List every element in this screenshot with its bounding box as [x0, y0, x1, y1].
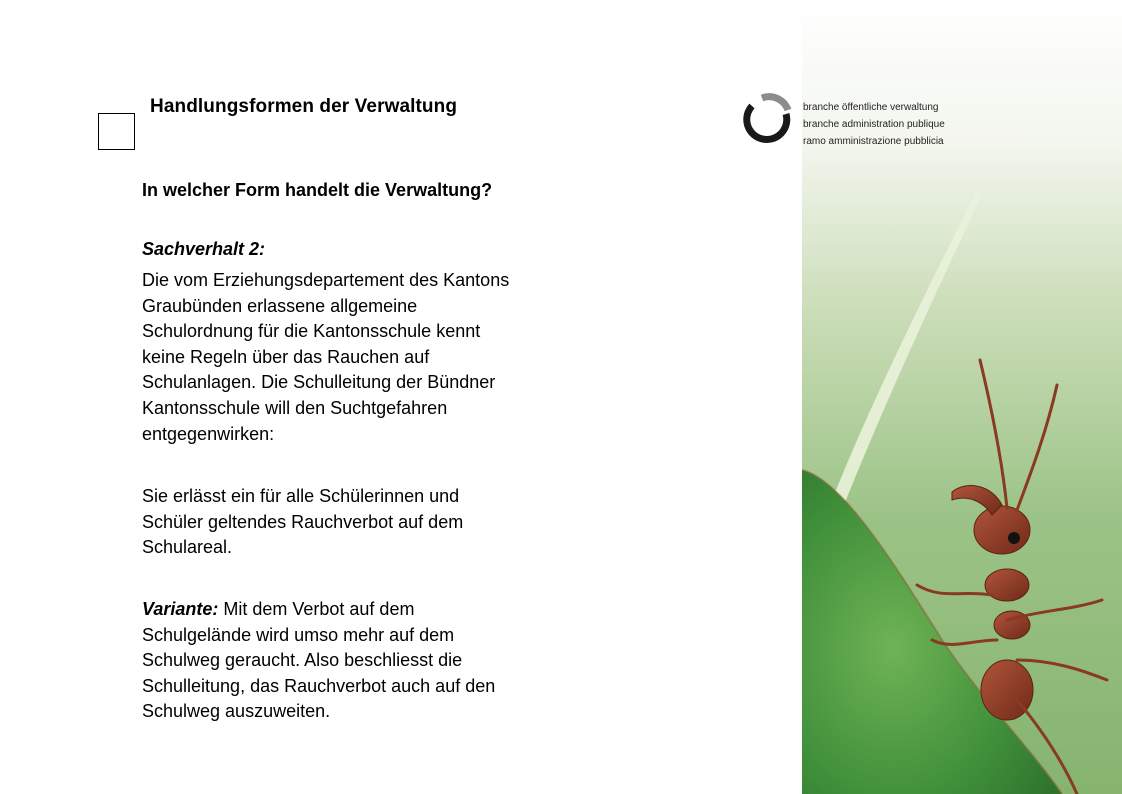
variant-paragraph — [142, 597, 612, 725]
variant-label: Variante: — [142, 599, 219, 619]
case-description: Die vom Erziehungsdepartement des Kantons Graubünden erlassene allgemeine Schulordnung für die Kantonsschule kennt keine Regeln über das Rauchen auf Schulanlagen. Die Schulleitung der Bündner Kantonsschule will den Suchtgefahren entgegenwirken: — [142, 270, 510, 444]
branch-line-de: branche öffentliche verwaltung — [803, 102, 939, 113]
branch-line-fr: branche administration publique — [803, 119, 945, 130]
branch-line-it: ramo amministrazione pubblicia — [803, 136, 944, 147]
page-title: Handlungsformen der Verwaltung — [150, 96, 458, 117]
case-label: Sachverhalt 2: — [142, 239, 266, 259]
logo-icon — [742, 92, 796, 146]
question-heading: In welcher Form handelt die Verwaltung? — [142, 180, 493, 200]
branch-lines — [803, 99, 945, 150]
checkbox[interactable] — [98, 113, 135, 150]
case-measure: Sie erlässt ein für alle Schülerinnen und Schüler geltendes Rauchverbot auf dem Schulareal. — [142, 486, 464, 558]
variant-text: Mit dem Verbot auf dem Schulgelände wird umso mehr auf dem Schulweg geraucht. Also beschliesst die Schulleitung, das Rauchverbot auch auf den Schulweg auszuweiten. — [142, 599, 496, 722]
